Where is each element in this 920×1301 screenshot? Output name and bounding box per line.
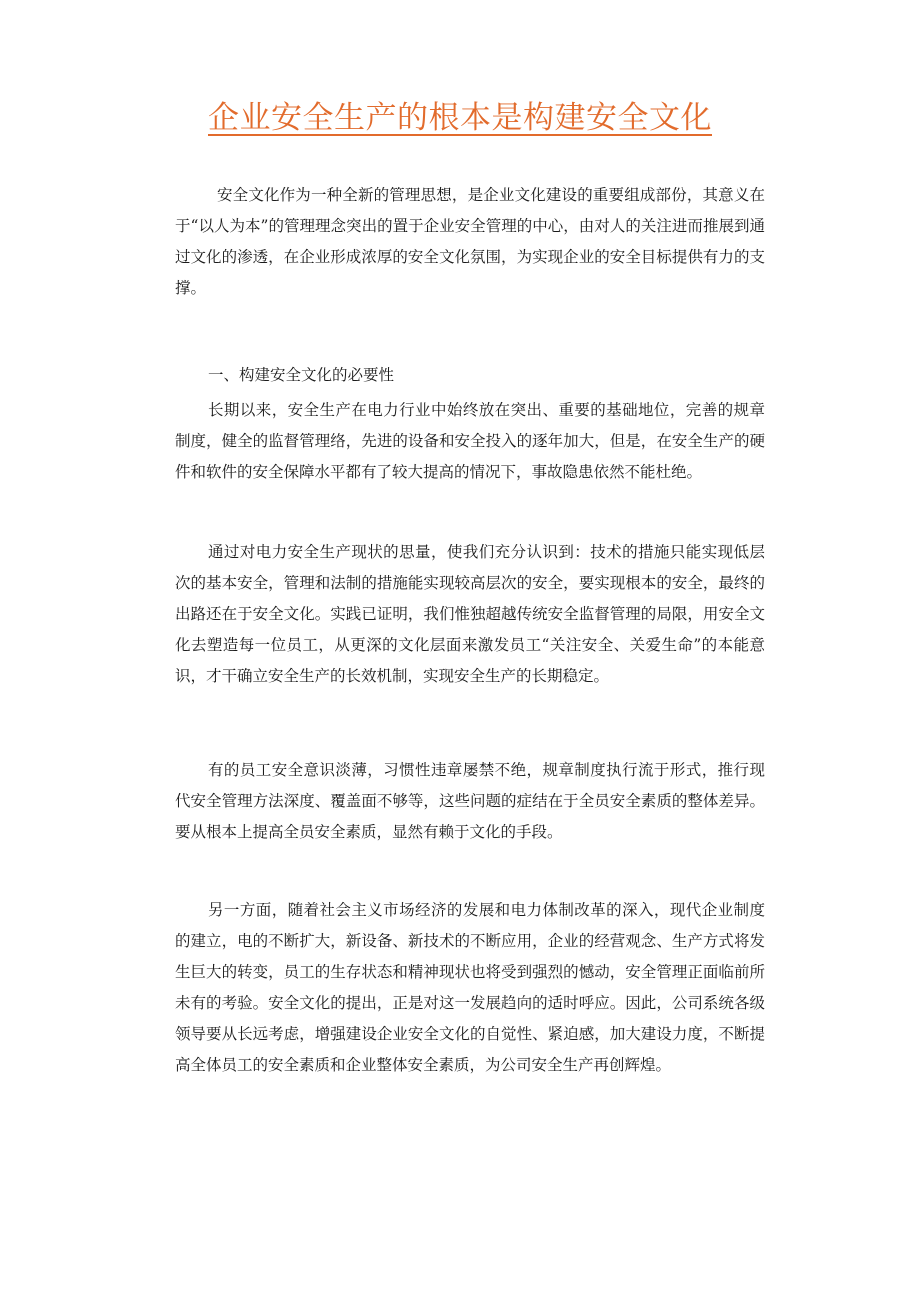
body-paragraph-2: 通过对电力安全生产现状的思量，使我们充分认识到：技术的措施只能实现低层次的基本安全，管理和法制的措施能实现较高层次的安全，要实现根本的安全，最终的出路还在于安全文化。实践已证明，我们惟独超越传统安全监督管理的局限，用安全文化去塑造每一位员工，从更深的文化层面来激发员工“关注安全、关爱生命”的本能意识，才干确立安全生产的长效机制，实现安全生产的长期稳定。 (175, 543, 765, 685)
document-title: 企业安全生产的根本是构建安全文化 (208, 100, 712, 136)
body-paragraph-1: 长期以来，安全生产在电力行业中始终放在突出、重要的基础地位，完善的规章制度，健全的监督管理络，先进的设备和安全投入的逐年加大，但是，在安全生产的硬件和软件的安全保障水平都有了较大提高的情况下，事故隐患依然不能杜绝。 (175, 401, 765, 481)
body-paragraph-4: 另一方面，随着社会主义市场经济的发展和电力体制改革的深入，现代企业制度的建立，电的不断扩大，新设备、新技术的不断应用，企业的经营观念、生产方式将发生巨大的转变，员工的生存状态和精神现状也将受到强烈的憾动，安全管理正面临前所未有的考验。安全文化的提出，正是对这一发展趋向的适时呼应。因此，公司系统各级领导要从长远考虑，增强建设企业安全文化的自觉性、紧迫感，加大建设力度，不断提高全体员工的安全素质和企业整体安全素质，为公司安全生产再创辉煌。 (175, 901, 765, 1074)
body-paragraph-3: 有的员工安全意识淡薄，习惯性违章屡禁不绝，规章制度执行流于形式，推行现代安全管理方法深度、覆盖面不够等，这些问题的症结在于全员安全素质的整体差异。要从根本上提高全员安全素质，显然有赖于文化的手段。 (175, 761, 765, 841)
intro-paragraph: 安全文化作为一种全新的管理思想，是企业文化建设的重要组成部份，其意义在于“以人为本”的管理理念突出的置于企业安全管理的中心，由对人的关注进而推展到通过文化的渗透，在企业形成浓厚的安全文化氛围，为实现企业的安全目标提供有力的支撑。 (175, 186, 765, 297)
section-heading: 一、构建安全文化的必要性 (208, 366, 395, 384)
